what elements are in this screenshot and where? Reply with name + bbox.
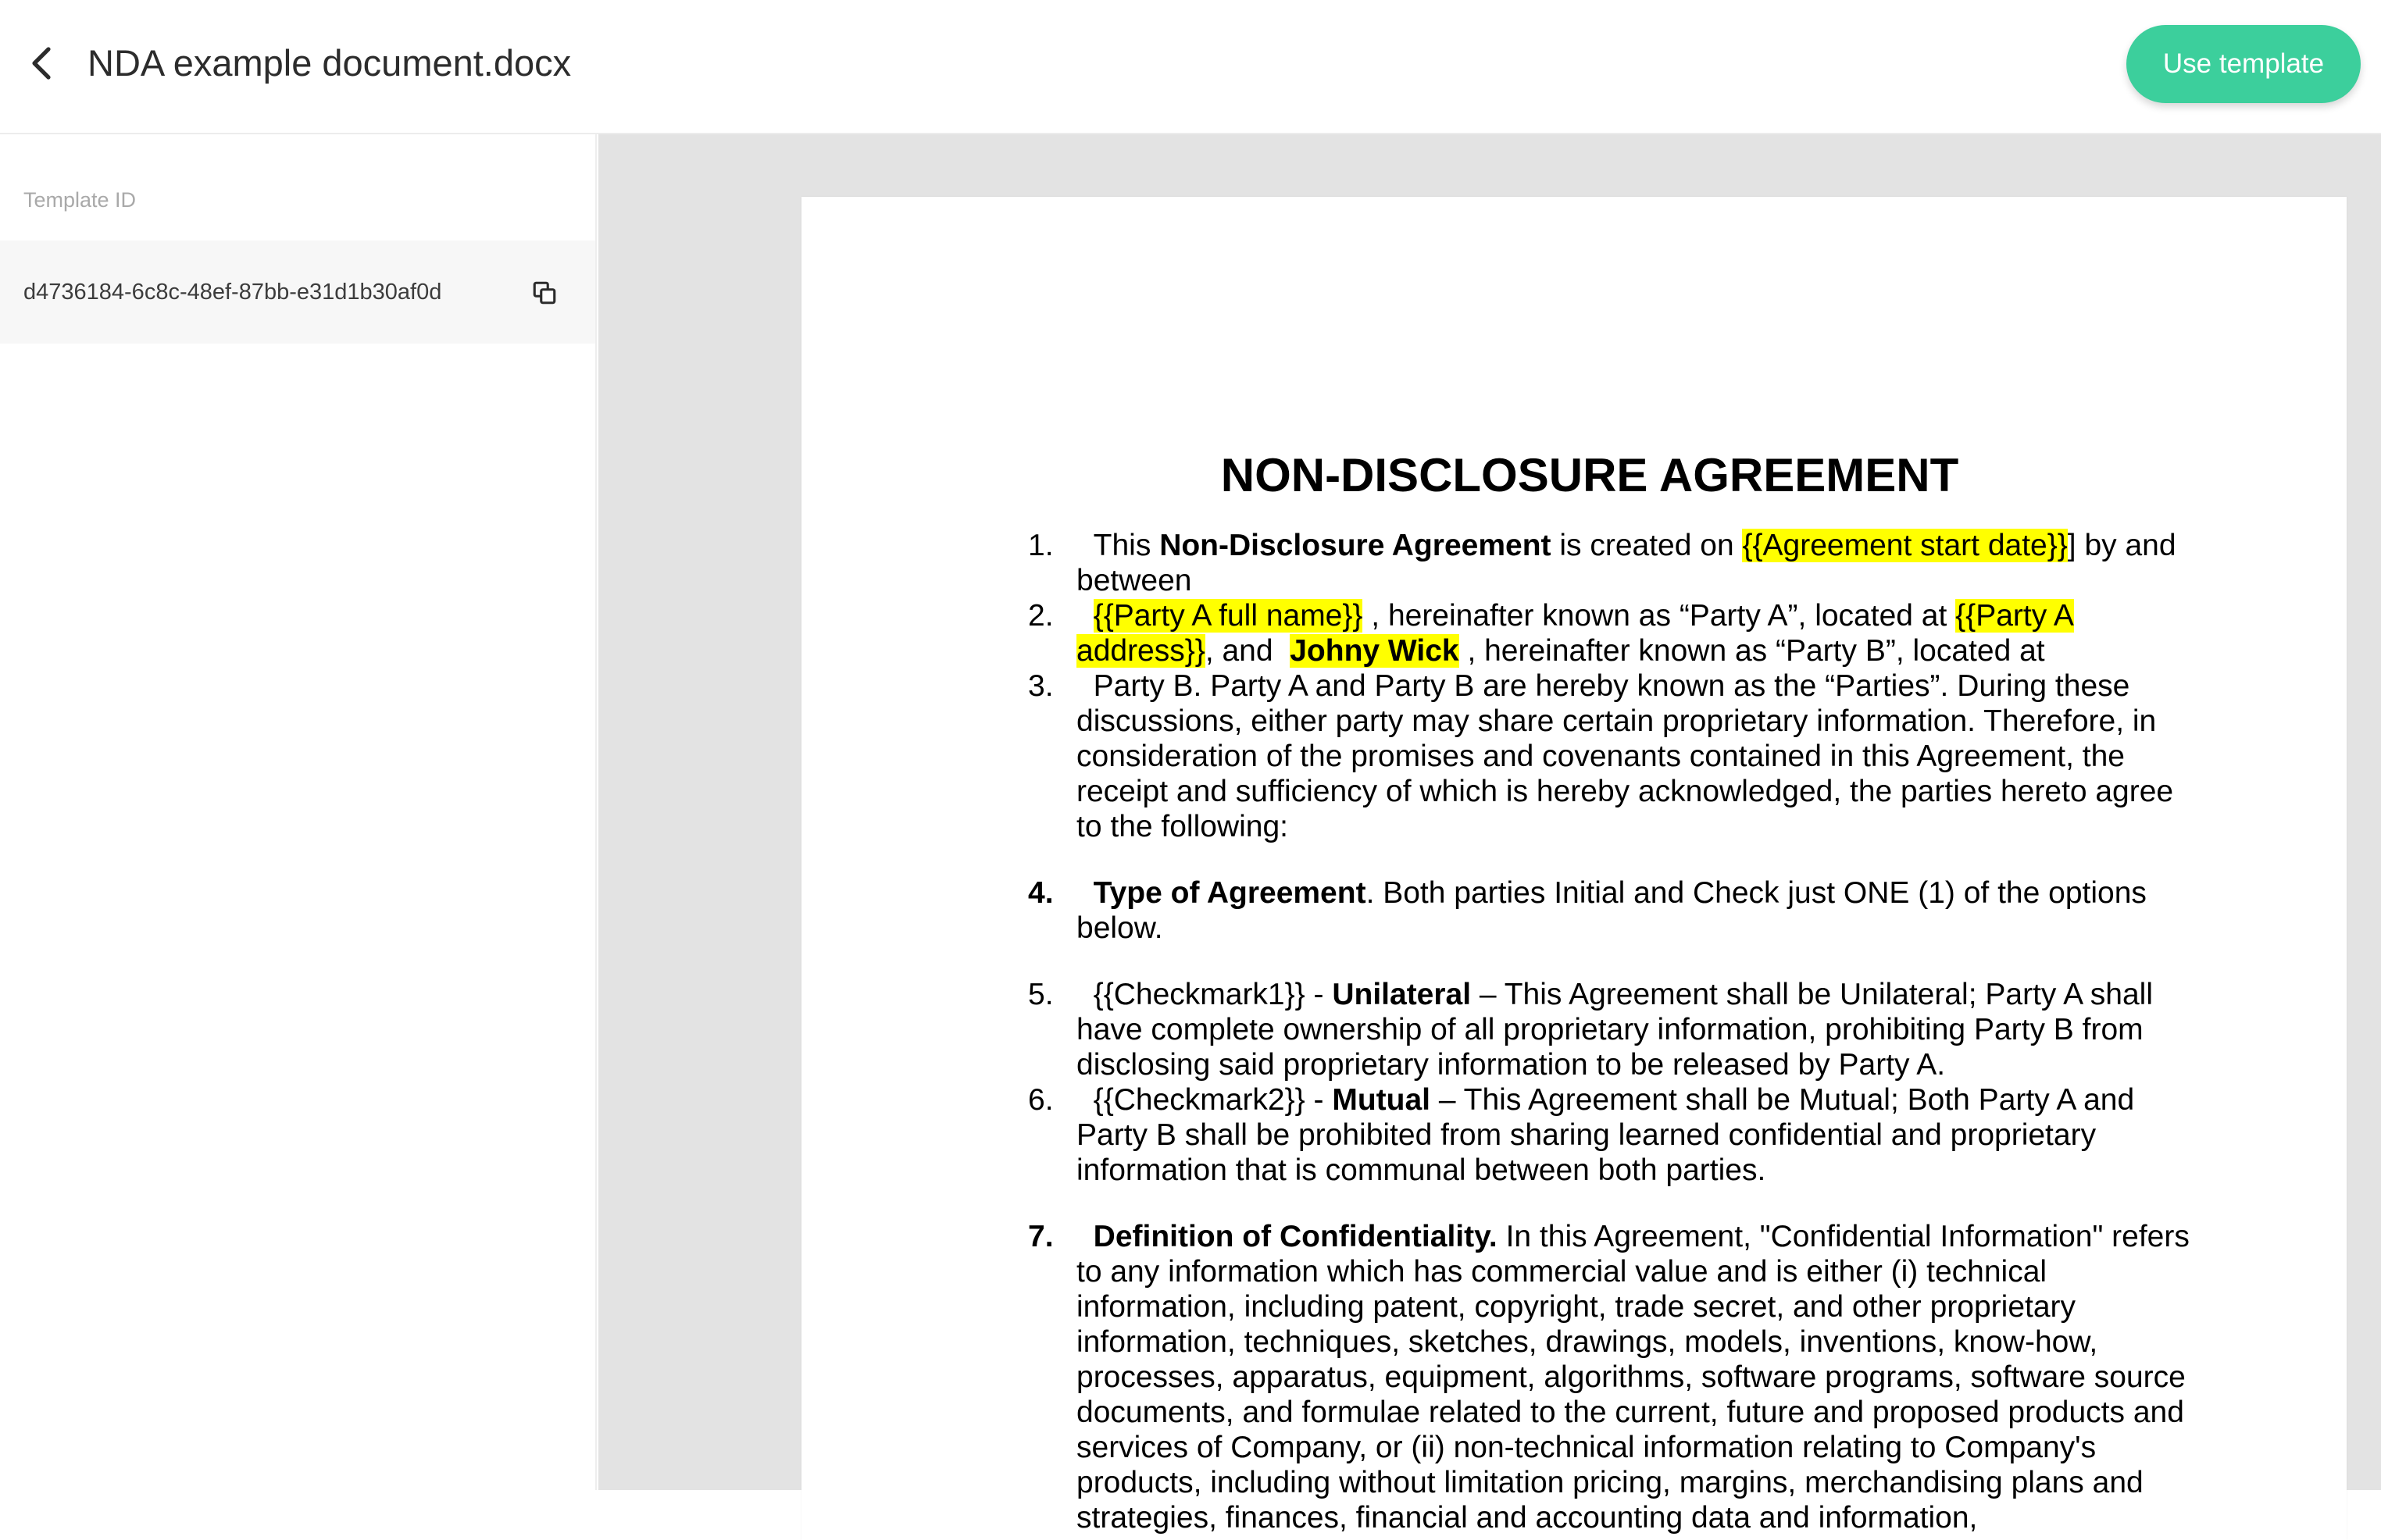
template-id-label: Template ID xyxy=(23,188,137,212)
placeholder-party-a-full-name: {{Party A full name}} xyxy=(1093,599,1363,633)
placeholder-party-a-address: {{Party A address}} xyxy=(1076,599,2074,668)
template-id-value: d4736184-6c8c-48ef-87bb-e31d1b30af0d xyxy=(23,280,442,305)
use-template-button[interactable]: Use template xyxy=(2126,25,2361,103)
clause-text-segment: In this Agreement, "Confidential Information" refers to any information which has commercial value and is either (i) technical information, including patent, copyright, trade secret, and other proprietary information, techniques, sketches, drawings, models, inventions, know-how, processes, apparatus, equipment, algorithms, software programs, software source documents, and formulae related to the current, future and proposed products and services of Company, or (ii) non-technical information relating to Company's products, including without limitation pricing, margins, merchandising plans and strategies, finances, financial and accounting data and information, xyxy=(1076,1220,2190,1535)
clause-5 xyxy=(1028,977,2200,1082)
clause-4 xyxy=(1028,875,2200,946)
back-button[interactable] xyxy=(17,36,67,91)
clause-number: 5. xyxy=(1028,978,1054,1011)
placeholder-checkmark2: {{Checkmark2}} - xyxy=(1076,1083,1333,1117)
clause-bold-term: Non-Disclosure Agreement xyxy=(1159,529,1551,562)
clause-number: 4. xyxy=(1028,876,1054,910)
document-title: NDA example document.docx xyxy=(87,42,572,84)
clause-number: 1. xyxy=(1028,529,1054,562)
clause-text-segment: . Both parties Initial and Check just ONE (1) of the options below. xyxy=(1076,876,2147,945)
clause-text-segment: , hereinafter known as “Party A”, located at xyxy=(1362,599,1956,633)
clause-text-segment: , hereinafter known as “Party B”, located at xyxy=(1458,634,2045,668)
clause-text xyxy=(1076,598,2200,668)
clause-2 xyxy=(1028,598,2200,668)
clause-text xyxy=(1076,1082,2200,1188)
copy-icon xyxy=(531,280,558,306)
clause-list xyxy=(1028,528,2200,1535)
clause-number: 6. xyxy=(1028,1083,1054,1117)
clause-text-segment: , and xyxy=(1205,634,1282,668)
filled-party-b-name: Johny Wick xyxy=(1290,634,1459,668)
clause-text xyxy=(1076,1219,2200,1535)
template-id-field xyxy=(0,241,595,344)
clause-bold-term: Mutual xyxy=(1332,1083,1430,1117)
copy-button[interactable] xyxy=(528,276,561,309)
sidebar xyxy=(0,134,597,1490)
clause-text-segment: This xyxy=(1076,529,1160,562)
clause-text xyxy=(1076,977,2200,1082)
document-page xyxy=(801,197,2347,1540)
clause-3 xyxy=(1028,668,2200,844)
clause-text-segment: is created on xyxy=(1551,529,1743,562)
clause-6 xyxy=(1028,1082,2200,1188)
clause-text-segment: – This Agreement shall be Mutual; Both Party A and Party B shall be prohibited from sharing learned confidential and proprietary information that is communal between both parties. xyxy=(1076,1083,2135,1187)
document-heading: NON-DISCLOSURE AGREEMENT xyxy=(1220,449,1959,501)
clause-text-segment: ] by and between xyxy=(1076,529,2176,597)
clause-heading: Type of Agreement xyxy=(1093,876,1366,910)
clause-number: 7. xyxy=(1028,1220,1054,1253)
clause-heading: Definition of Confidentiality. xyxy=(1093,1220,1497,1253)
clause-text xyxy=(1076,528,2200,598)
clause-text-segment: – This Agreement shall be Unilateral; Party A shall have complete ownership of all proprietary information, prohibiting Party B from disclosing said proprietary information to be released by Party A. xyxy=(1076,978,2153,1082)
clause-number: 2. xyxy=(1028,599,1054,633)
clause-7 xyxy=(1028,1219,2200,1535)
document-viewer[interactable] xyxy=(598,134,2381,1535)
chevron-left-icon xyxy=(27,45,58,82)
placeholder-checkmark1: {{Checkmark1}} - xyxy=(1076,978,1333,1011)
clause-text xyxy=(1076,875,2200,946)
clause-bold-term: Unilateral xyxy=(1332,978,1472,1011)
clause-1 xyxy=(1028,528,2200,598)
clause-text: Party B. Party A and Party B are hereby known as the “Parties”. During these discussions, either party may share certain proprietary information. Therefore, in consideration of the promises and covenants contained in this Agreement, the receipt and sufficiency of which is hereby acknowledged, the parties hereto agree to the following: xyxy=(1076,669,2182,843)
top-bar xyxy=(0,0,2381,134)
placeholder-agreement-start-date: {{Agreement start date}} xyxy=(1742,529,2068,562)
clause-number: 3. xyxy=(1028,669,1054,703)
